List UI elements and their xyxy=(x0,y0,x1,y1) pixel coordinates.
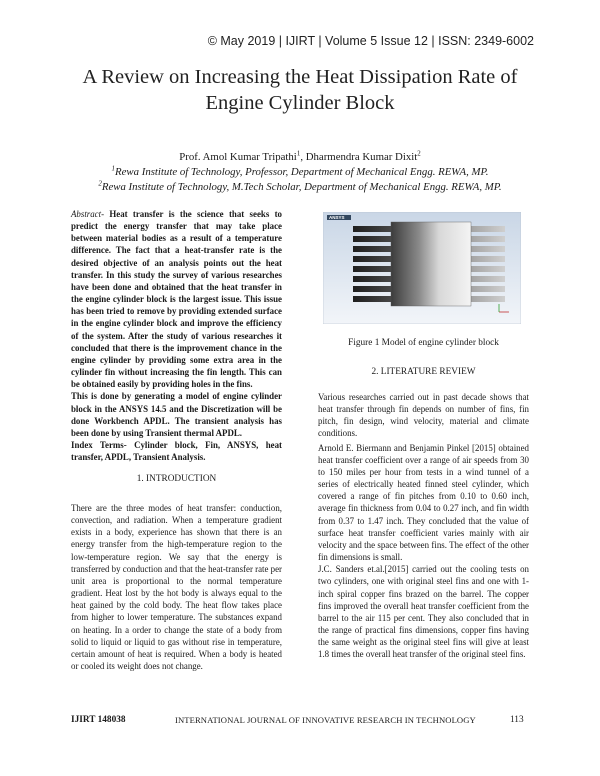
author-names: Prof. Amol Kumar Tripathi$^1$, Dharmendra Kumar Dixit$^2$ xyxy=(179,149,421,163)
title-line-1: A Review on Increasing the Heat Dissipation Rate of xyxy=(82,66,518,88)
footer-paper-id: IJIRT 148038 xyxy=(71,715,126,725)
footer-journal-name: INTERNATIONAL JOURNAL OF INNOVATIVE RESEARCH IN TECHNOLOGY xyxy=(175,715,476,725)
journal-header: © May 2019 | IJIRT | Volume 5 Issue 12 | ISSN: 2349-6002 xyxy=(207,34,534,48)
abstract-lead: Abstract- xyxy=(71,209,105,219)
affiliation-1: $^1$Rewa Institute of Technology, Professor, Department of Mechanical Engg. REWA, MP. xyxy=(111,164,489,178)
ansys-logo: ANSYS xyxy=(329,215,345,221)
title-line-2: Engine Cylinder Block xyxy=(205,92,395,114)
literature-heading: 2. LITERATURE REVIEW xyxy=(371,367,476,377)
author-block xyxy=(0,150,600,195)
lit-paragraph-2: Arnold E. Biermann and Benjamin Pinkel [2015] obtained heat transfer coefficient over a range of air speeds from 30 to 150 miles per hour from tests in a wind tunnel of a series of electrically heated finned steel cylinder, which covered a range of fin pitches from 0.10 to 0.60 inch, average fin thickness from 0.04 to 0.27 inch, and fin width from 0.37 to 1.47 inch. They concluded that the value of surface heat transfer coefficient varies mainly with air velocity and the space between fins. The effect of the other fin dimensions is small. xyxy=(318,442,529,563)
page-number: 113 xyxy=(510,715,524,725)
abstract-body: Heat transfer is the science that seeks to predict the energy transfer that may take place between material bodies as a result of a temperature difference. The fact that a heat-transfer rate is the desired objective of an analysis points out the heat transfer. In this study the survey of various researches have been done and obtained that the heat transfer in the engine cylinder block is the largest issue. This issue has been tried to remove by providing extended surface in the engine cylinder block and improve the efficiency of the system. After the study of various researches it concluded that there is the improvement chance in the engine cylinder by providing some extra area in the cylinder fin without increasing the fin length. This can be obtained easily by providing holes in the fins. xyxy=(71,209,282,390)
lit-paragraph-3: J.C. Sanders et.al.[2015] carried out the cooling tests on two cylinders, one with original steel fins and one with 1-inch spiral copper fins brazed on the barrel. The copper fins improved the overall heat transfer coefficient from the barrel to the air 115 per cent. They also concluded that in the range of practical fins dimensions, copper fins having the same weight as the original steel fins will give at least 1.8 times the overall heat transfer of the original steel fins. xyxy=(318,564,529,660)
intro-body: There are the three modes of heat transfer: conduction, convection, and radiation. When a temperature gradient exists in a body, experience has shown that there is an energy transfer from the high-temperature region to the low-temperature region. We say that the energy is transferred by conduction and that the heat-transfer rate per unit area is proportional to the normal temperature gradient. Heat lost by the hot body is always equal to the heat gained by the cold body. The heat flow takes place from higher to lower temperature. The substances expand on heating. In a order to change the state of a body from solid to liquid or liquid to gas without rise in temperature, certain amount of heat is required. When a body is heated or cooled its weight does not change. xyxy=(71,503,282,672)
cylinder-model-image xyxy=(323,212,521,324)
index-terms: Index Terms- Cylinder block, Fin, ANSYS, heat transfer, APDL, Transient Analysis. xyxy=(71,440,282,463)
lit-paragraph-1: Various researches carried out in past decade shows that heat transfer through fin depends on number of fins, fin pitch, fin design, wind velocity, material and climate conditions. xyxy=(318,392,529,439)
figure-caption: Figure 1 Model of engine cylinder block xyxy=(348,338,499,348)
intro-heading: 1. INTRODUCTION xyxy=(136,474,217,484)
cylinder-body xyxy=(391,222,471,306)
literature-body xyxy=(318,391,529,660)
paper-title xyxy=(0,64,600,116)
abstract-body-2: This is done by generating a model of engine cylinder block in the ANSYS 14.5 and the Discretization will be done Workbench APDL. The transient analysis has been done by using Transient thermal APDL. xyxy=(71,391,282,438)
affiliation-2: $^2$Rewa Institute of Technology, M.Tech Scholar, Department of Mechanical Engg. REWA, MP. xyxy=(98,179,502,193)
abstract xyxy=(71,208,282,439)
engine-cylinder-figure xyxy=(323,212,521,324)
